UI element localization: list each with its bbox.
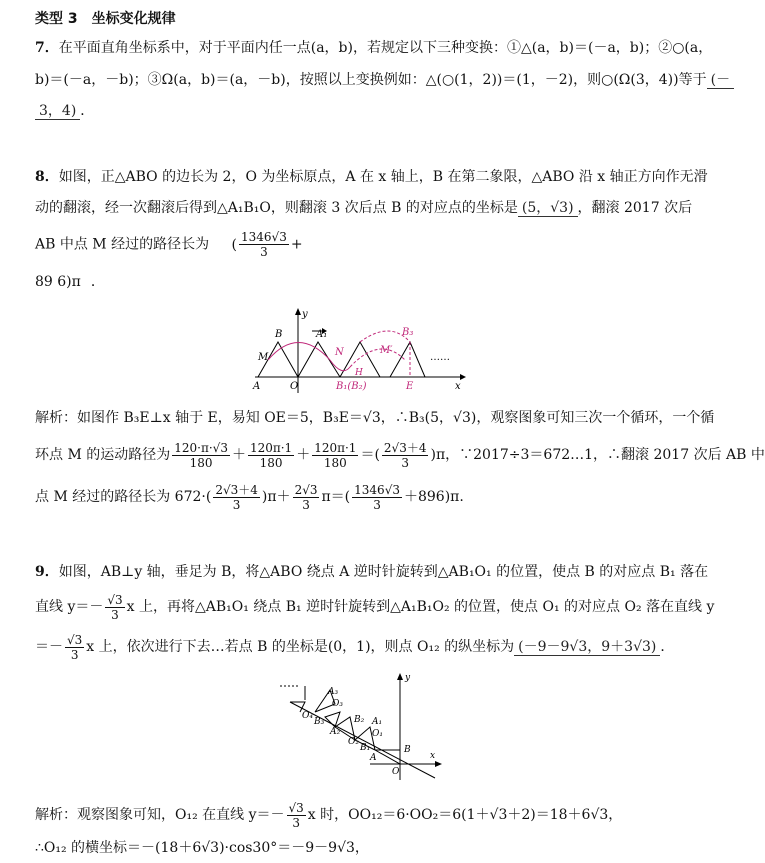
q7-number: 7． xyxy=(35,40,59,56)
q9-label-o: O xyxy=(392,767,400,777)
q8-sol-frac7: $\frac{1346√3}{3}$ xyxy=(354,482,400,512)
q9-label-x: x xyxy=(430,751,436,761)
q8-line3 xyxy=(35,230,303,259)
q8-text-line1: 如图，正△ABO 的边长为 2，O 为坐标原点，A 在 x 轴上，B 在第二象限，△ABO 沿 x 轴正方向作无滑 xyxy=(58,169,708,185)
q9-label-b3: B₃ xyxy=(314,717,325,727)
q8-label-b3: B₃ xyxy=(402,327,414,338)
q8-open-paren: ( xyxy=(231,236,238,253)
q8-figure xyxy=(250,305,470,395)
q9-text-line2b: x 上，再将△AB₁O₁ 绕点 B₁ 逆时针旋转到△A₁B₁O₂ 的位置，使点 O₁ 的对应点 O₂ 落在直线 y xyxy=(126,599,715,615)
q8-answer: (5，√3) xyxy=(518,200,578,217)
q8-plus: + xyxy=(290,236,303,253)
q9-y-arrow xyxy=(397,673,403,680)
q9-label-y: y xyxy=(405,673,411,683)
q8-frac-den: 3 xyxy=(260,245,268,259)
q8-triangle-4 xyxy=(390,342,425,377)
q8-line4-end: ． xyxy=(90,274,105,290)
q8-label-e: E xyxy=(406,381,414,392)
q8-solution-line2: 环点 M 的运动路径为 $\frac{120\cdot\pi\cdot√3}{180}$ ＋ $\frac{120\pi\cdot 1}{180}$ ＋ $\frac{120\pi\cdot 1}{180}$ ＝( $\frac{2√3+4}{3}$ )π，∵2017÷3＝672…1，∴翻滚 2017 次后 AB 中 xyxy=(35,440,765,470)
q9-line2 xyxy=(35,592,714,622)
q8-label-b: B xyxy=(275,329,283,340)
q8-sol-frac4: $\frac{2√3+4}{3}$ xyxy=(383,440,427,470)
q9-text-line2a: 直线 y＝－ xyxy=(35,599,104,615)
q9-line1 xyxy=(35,562,708,582)
q8-sol-frac1: $\frac{120\cdot\pi\cdot√3}{180}$ xyxy=(174,440,228,470)
q8-sol-end: ＋896)π. xyxy=(403,489,464,505)
q9-triangle-abo xyxy=(375,750,400,764)
q8-label-m: M xyxy=(258,352,269,363)
q9-label-b2: B₂ xyxy=(354,715,365,725)
q9-figure xyxy=(270,672,445,782)
q9-answer: (－9－9√3，9＋3√3) xyxy=(514,639,660,656)
q8-label-b1b2: B₁(B₂) xyxy=(336,381,367,392)
q8-label-a1: A₁ xyxy=(316,329,328,340)
q8-solution-line3: 点 M 经过的路径长为 672·( $\frac{2√3+4}{3}$ )π＋ $\frac{2√3}{3}$ π＝( $\frac{1346√3}{3}$ ＋896)π. xyxy=(35,482,464,512)
q9-label-a: A xyxy=(370,753,377,763)
q9-label-o3: O₃ xyxy=(332,699,343,709)
q8-line2 xyxy=(35,198,692,218)
q9-label-a3: A₃ xyxy=(328,687,339,697)
q8-sol-frac2: $\frac{120\pi\cdot 1}{180}$ xyxy=(249,440,293,470)
q8-sol-frac5: $\frac{2√3+4}{3}$ xyxy=(215,482,258,512)
q9-label-a2: A₂ xyxy=(330,727,341,737)
q8-triangle-a1b1o xyxy=(298,342,340,377)
q7-end: ． xyxy=(80,103,95,119)
q9-line3 xyxy=(35,632,674,662)
q9-label-o4: O₄ xyxy=(302,711,313,721)
q8-sol-frac6: $\frac{2√3}{3}$ xyxy=(294,482,318,512)
q8-frac-num: 1346√3 xyxy=(241,230,287,244)
q9-frac-2: $\frac{√3}{3}$ xyxy=(67,632,83,662)
q9-text-line3b: x 上，依次进行下去…若点 B 的坐标是(0，1)，则点 O₁₂ 的纵坐标为 xyxy=(86,639,515,655)
q8-label-m-prime: M′ xyxy=(380,345,393,356)
q7-line1 xyxy=(35,38,712,58)
q9-label-a1: A₁ xyxy=(372,717,383,727)
q9-text-line1: 如图，AB⊥y 轴，垂足为 B，将△ABO 绕点 A 逆时针旋转到△AB₁O₁ 的位置，使点 B 的对应点 B₁ 落在 xyxy=(58,564,709,580)
q7-line3 xyxy=(35,101,94,121)
q9-number: 9． xyxy=(35,564,59,580)
q8-label-o: O xyxy=(290,381,299,392)
q8-solution-line1: 解析：如图作 B₃E⊥x 轴于 E，易知 OE＝5，B₃E＝√3，∴B₃(5，√3)，观察图象可知三次一个循环，一个循 xyxy=(35,410,715,426)
q9-frac-1: $\frac{√3}{3}$ xyxy=(107,592,123,622)
q8-x-arrow xyxy=(460,374,466,380)
q8-line1 xyxy=(35,167,708,187)
q8-dots: …… xyxy=(430,352,450,363)
q7-line2 xyxy=(35,70,734,90)
q8-text-line2b: ，翻滚 2017 次后 xyxy=(577,200,693,216)
q8-line4 xyxy=(35,272,105,292)
q7-answer-part2: 3，4) xyxy=(35,103,80,120)
q9-label-o2: O₂ xyxy=(348,737,359,747)
q8-text-line4: 89 6)π xyxy=(35,274,81,290)
q8-text-line3: AB 中点 M 经过的路径长为 xyxy=(35,236,210,253)
q8-y-arrow xyxy=(295,308,301,315)
q7-text-line2: b)＝(－a，－b)；③Ω(a，b)＝(a，－b)，按照以上变换例如：△(○(1，2))＝(1，－2)，则○(Ω(3，4))等于 xyxy=(35,72,707,88)
q9-label-o1: O₁ xyxy=(372,729,383,739)
q8-sol-text-c: 点 M 经过的路径长为 672·( xyxy=(35,489,212,505)
q9-label-b1: B₁ xyxy=(360,743,371,753)
q9-sol-text-b: x 时，OO₁₂＝6·OO₂＝6(1＋√3＋2)＝18＋6√3， xyxy=(307,807,623,823)
q8-number: 8． xyxy=(35,169,59,185)
q8-arc-1 xyxy=(268,343,330,361)
section-title: 类型 3 坐标变化规律 xyxy=(35,11,176,27)
q9-sol-text-a: 解析：观察图象可知，O₁₂ 在直线 y＝－ xyxy=(35,807,285,823)
q8-sol-frac3: $\frac{120\pi\cdot 1}{180}$ xyxy=(314,440,357,470)
q8-sol-text-a: 环点 M 的运动路径为 xyxy=(35,447,171,463)
q7-answer-part1: (－ xyxy=(707,72,734,89)
q8-label-x: x xyxy=(455,381,461,392)
q9-x-arrow xyxy=(435,761,442,767)
q9-end: ． xyxy=(660,639,675,655)
q9-label-b: B xyxy=(404,745,411,755)
q8-fraction xyxy=(239,230,289,259)
q8-label-n: N xyxy=(335,347,344,358)
q9-solution-line1 xyxy=(35,800,622,830)
q8-label-a: A xyxy=(253,381,261,392)
q7-text-line1: 在平面直角坐标系中，对于平面内任一点(a，b)，若规定以下三种变换：①△(a，b)＝(－a，b)；②○(a， xyxy=(58,40,713,56)
q9-sol-frac: $\frac{√3}{3}$ xyxy=(288,800,304,830)
q9-text-line3a: ＝－ xyxy=(35,639,63,655)
q9-solution-line2: ∴O₁₂ 的横坐标＝－(18＋6√3)·cos30°＝－9－9√3， xyxy=(35,840,369,856)
q8-text-line2a: 动的翻滚，经一次翻滚后得到△A₁B₁O，则翻滚 3 次后点 B 的对应点的坐标是 xyxy=(35,200,518,216)
q8-label-h: H xyxy=(355,368,363,378)
q8-label-y: y xyxy=(302,309,308,320)
q8-sol-text-b: )π，∵2017÷3＝672…1，∴翻滚 2017 次后 AB 中 xyxy=(430,447,765,463)
